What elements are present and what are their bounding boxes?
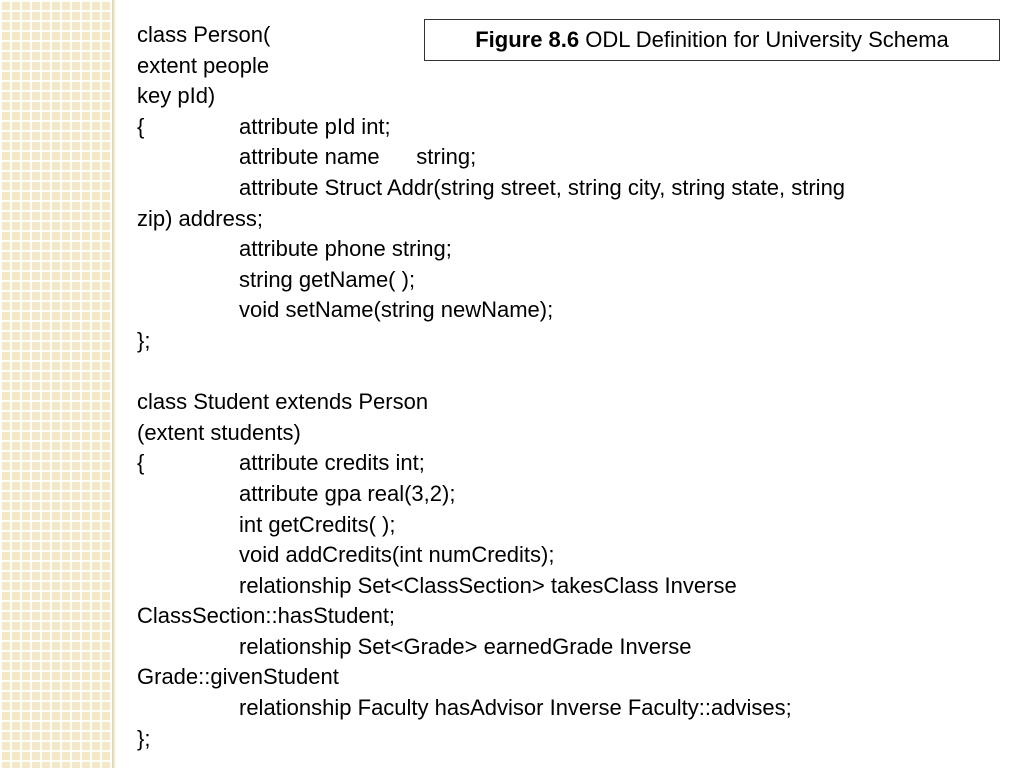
code-line-text: void setName(string newName); [239, 297, 554, 323]
code-line-text: Grade::givenStudent [137, 664, 339, 690]
odl-code-listing [137, 20, 997, 754]
code-line-text: }; [137, 725, 151, 751]
code-line [137, 295, 997, 326]
code-line [137, 357, 997, 388]
code-line-text: class Person( [137, 22, 271, 47]
code-line-text: extent people [137, 52, 270, 78]
code-line [137, 693, 997, 724]
code-line [137, 204, 997, 235]
code-line [137, 632, 997, 663]
code-line-text: relationship Faculty hasAdvisor Inverse Faculty::advises; [239, 695, 792, 721]
code-line-text: attribute name string; [239, 144, 477, 170]
code-line-text: relationship Set<Grade> earnedGrade Inverse [239, 633, 692, 659]
code-line-text: key pId) [137, 83, 216, 109]
code-line [137, 540, 997, 571]
code-line-text: attribute credits int; [239, 450, 425, 476]
figure-caption-text: ODL Definition for University Schema [579, 27, 949, 52]
code-line [137, 724, 997, 755]
code-line [137, 265, 997, 296]
code-line-text: attribute gpa real(3,2); [239, 480, 456, 506]
figure-caption [424, 19, 1000, 61]
code-line [137, 173, 997, 204]
code-line-text: attribute phone string; [239, 236, 452, 262]
code-line [137, 479, 997, 510]
code-line-text: (extent students) [137, 419, 301, 445]
code-line-text: attribute Struct Addr(string street, string city, string state, string [239, 174, 846, 200]
code-line-text: string getName( ); [239, 266, 416, 292]
code-line-text: void addCredits(int numCredits); [239, 542, 555, 568]
code-line-text: class Student extends Person [137, 389, 429, 415]
code-line [137, 81, 997, 112]
code-line [137, 510, 997, 541]
code-line-text: attribute pId int; [239, 113, 391, 139]
code-line [137, 571, 997, 602]
code-line-text: ClassSection::hasStudent; [137, 603, 396, 629]
side-pattern-shadow [112, 0, 116, 768]
code-line [137, 326, 997, 357]
code-line-text: relationship Set<ClassSection> takesClass Inverse [239, 572, 737, 598]
figure-caption-label: Figure 8.6 [475, 27, 580, 52]
code-brace: { [137, 113, 145, 139]
code-line-text: int getCredits( ); [239, 511, 396, 537]
code-line [137, 601, 997, 632]
code-line [137, 142, 997, 173]
code-line-text: zip) address; [137, 205, 263, 231]
code-line-text: }; [137, 327, 151, 353]
code-brace: { [137, 450, 145, 476]
code-line [137, 387, 997, 418]
code-line [137, 662, 997, 693]
code-line [137, 418, 997, 449]
decorative-side-pattern [0, 0, 112, 768]
code-line [137, 112, 997, 143]
code-line [137, 448, 997, 479]
code-line [137, 234, 997, 265]
